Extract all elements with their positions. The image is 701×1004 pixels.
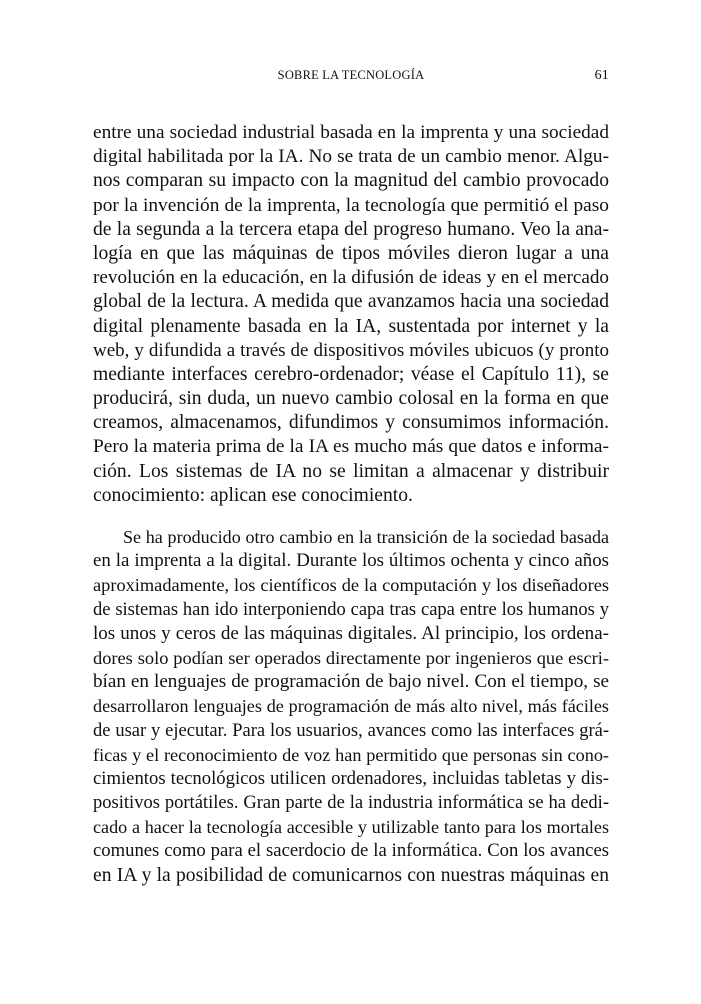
text-line: creamos, almacenamos, difundimos y consumimos información.: [93, 412, 609, 434]
running-title: SOBRE LA TECNOLOGÍA: [277, 68, 425, 82]
text-line: producirá, sin duda, un nuevo cambio colosal en la forma en que: [93, 388, 609, 410]
text-line: web, y difundida a través de dispositivos móviles ubicuos (y pronto: [93, 339, 609, 361]
text-line: mediante interfaces cerebro-ordenador; véase el Capítulo 11), se: [93, 363, 609, 385]
body-text: [93, 121, 609, 888]
text-line: cimientos tecnológicos utilicen ordenadores, incluidas tabletas y dis-: [93, 767, 609, 789]
text-line: de la segunda a la tercera etapa del progreso humano. Veo la ana-: [93, 218, 609, 240]
text-line: aproximadamente, los científicos de la computación y los diseñadores: [93, 575, 609, 596]
text-line: en la imprenta a la digital. Durante los últimos ochenta y cinco años: [93, 550, 609, 572]
text-line: digital habilitada por la IA. No se trata de un cambio menor. Algu-: [93, 146, 609, 168]
text-line: comunes como para el sacerdocio de la informática. Con los avances: [93, 840, 609, 862]
page-number: 61: [594, 68, 609, 83]
text-line: cado a hacer la tecnología accesible y utilizable tanto para los mortales: [93, 817, 609, 838]
running-header: [93, 68, 609, 88]
text-line: conocimiento: aplican ese conocimiento.: [93, 484, 413, 506]
text-line: positivos portátiles. Gran parte de la industria informática se ha dedi-: [93, 792, 609, 814]
text-line: ficas y el reconocimiento de voz han permitido que personas sin cono-: [93, 744, 609, 765]
text-line: digital plenamente basada en la IA, sustentada por internet y la: [93, 315, 609, 337]
text-line: por la invención de la imprenta, la tecnología que permitió el paso: [93, 194, 609, 216]
text-line: Se ha producido otro cambio en la transición de la sociedad basada: [123, 527, 609, 547]
text-line: los unos y ceros de las máquinas digitales. Al principio, los ordena-: [93, 622, 609, 644]
text-line: dores solo podían ser operados directamente por ingenieros que escri-: [93, 647, 609, 668]
text-line: bían en lenguajes de programación de bajo nivel. Con el tiempo, se: [93, 671, 609, 693]
paragraph-2: [93, 525, 609, 888]
text-line: desarrollaron lenguajes de programación de más alto nivel, más fáciles: [93, 696, 609, 717]
text-line: de usar y ejecutar. Para los usuarios, avances como las interfaces grá-: [93, 720, 609, 741]
text-line: Pero la materia prima de la IA es mucho más que datos e informa-: [93, 436, 609, 458]
text-line: global de la lectura. A medida que avanzamos hacia una sociedad: [93, 291, 609, 313]
text-line: entre una sociedad industrial basada en la imprenta y una sociedad: [93, 122, 609, 143]
paragraph-1: [93, 121, 609, 508]
text-line: en IA y la posibilidad de comunicarnos con nuestras máquinas en: [93, 864, 609, 886]
text-line: ción. Los sistemas de IA no se limitan a almacenar y distribuir: [93, 460, 609, 482]
paragraph-gap: [93, 508, 609, 525]
text-line: logía en que las máquinas de tipos móviles dieron lugar a una: [93, 242, 609, 264]
text-line: nos comparan su impacto con la magnitud del cambio provocado: [93, 170, 609, 192]
text-line: de sistemas han ido interponiendo capa tras capa entre los humanos y: [93, 599, 609, 620]
text-line: revolución en la educación, en la difusión de ideas y en el mercado: [93, 267, 609, 289]
